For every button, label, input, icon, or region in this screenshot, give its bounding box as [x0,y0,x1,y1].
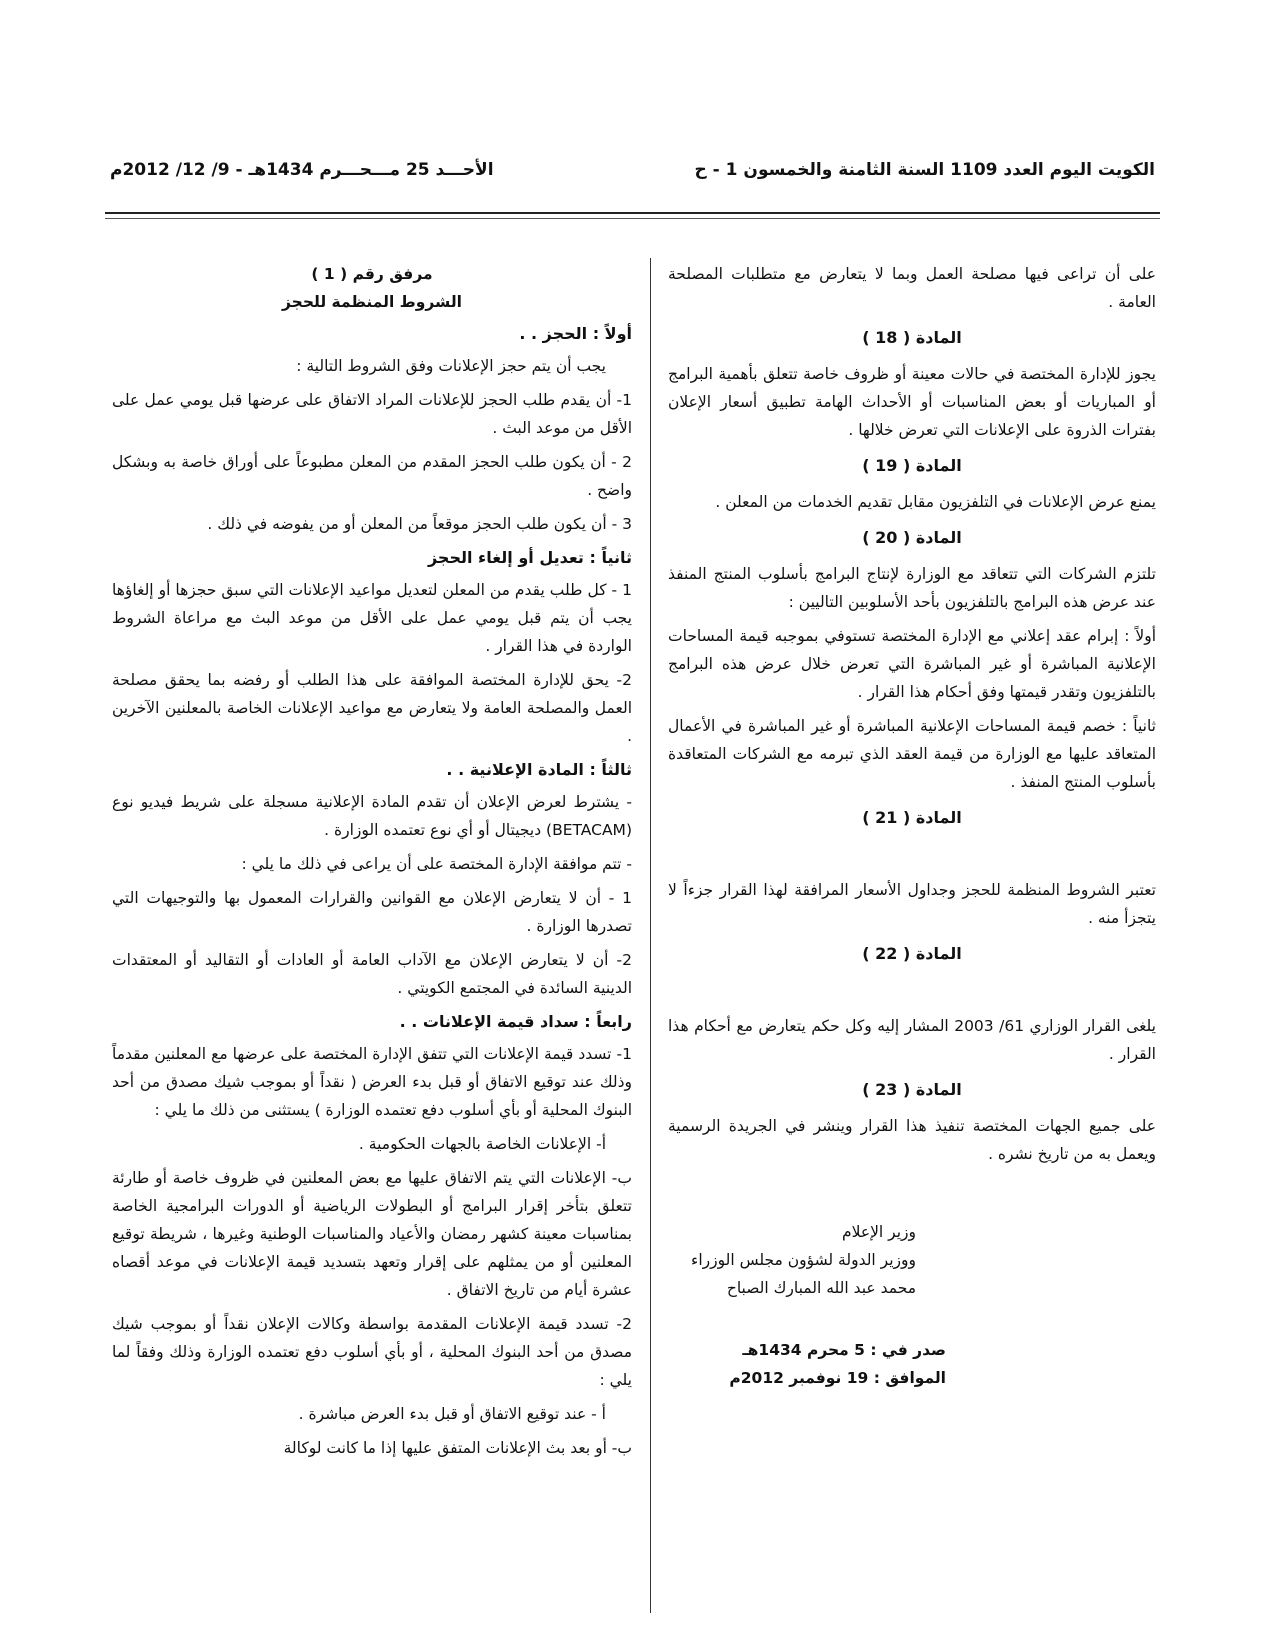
header-rule [105,212,1160,214]
section-3-item-1: 1 - أن لا يتعارض الإعلان مع القوانين والقرارات المعمول بها والتوجيهات التي تصدرها الوزارة . [112,889,632,935]
continuation-paragraph: على أن تراعى فيها مصلحة العمل وبما لا يتعارض مع متطلبات المصلحة العامة . [668,265,1156,311]
section-4-item-2b: ب- أو بعد بث الإعلانات المتفق عليها إذا ما كانت لوكالة [283,1439,632,1457]
article-22-title: المادة ( 22 ) [862,944,962,963]
article-20-title: المادة ( 20 ) [862,528,962,547]
signature-block [668,1218,1156,1302]
article-18-title: المادة ( 18 ) [862,328,962,347]
section-1-item-2: 2 - أن يكون طلب الحجز المقدم من المعلن مطبوعاً على أوراق خاصة به وبشكل واضح . [112,453,632,499]
section-3-title: ثالثاً : المادة الإعلانية . . [446,760,632,779]
issue-date-gregorian: الموافق : 19 نوفمبر 2012م [729,1369,946,1387]
header-date: الأحـــد 25 مـــحـــرم 1434هـ - 9/ 12/ 2012م [110,160,494,180]
right-column [668,260,1156,1392]
article-20-first-option: أولاً : إبرام عقد إعلاني مع الإدارة المختصة تستوفي بموجبه قيمة المساحات الإعلانية المباشرة أو غير المباشرة التي تعرض خلال عرض هذه البرامج بالتلفزيون وتقدر قيمتها وفق أحكام هذا القرار . [668,627,1156,701]
issue-date-hijri: صدر في : 5 محرم 1434هـ [742,1341,946,1359]
section-2-item-2: 2- يحق للإدارة المختصة الموافقة على هذا الطلب أو رفضه بما يحقق مصلحة العمل والمصلحة العامة ولا يتعارض مع مواعيد الإعلانات الخاصة بالمعلنين الآخرين . [112,671,632,745]
section-3-para-1: - يشترط لعرض الإعلان أن تقدم المادة الإعلانية مسجلة على شريط فيديو نوع (BETACAM) ديجيتال أو أي نوع تعتمده الوزارة . [112,793,632,839]
article-20-second-option: ثانياً : خصم قيمة المساحات الإعلانية المباشرة أو غير المباشرة في الأعمال المتعاقد عليها مع الوزارة من قيمة العقد الذي تبرمه مع الشركات المتعاقدة بأسلوب المنتج المنفذ . [668,717,1156,791]
signature-title-1: وزير الإعلام [841,1223,916,1241]
section-4-exception-a: أ- الإعلانات الخاصة بالجهات الحكومية . [358,1135,606,1153]
signature-title-2: ووزير الدولة لشؤون مجلس الوزراء [691,1251,916,1269]
section-1-title: أولاً : الحجز . . [519,324,632,343]
column-divider [650,258,651,1613]
section-3-item-2: 2- أن لا يتعارض الإعلان مع الآداب العامة أو العادات أو التقاليد أو المعتقدات الدينية السائدة في المجتمع الكويتي . [112,951,632,997]
header-rule-thin [105,218,1160,219]
section-4-title: رابعاً : سداد قيمة الإعلانات . . [399,1012,632,1031]
annex-title: مرفق رقم ( 1 ) [311,265,433,283]
issue-date-block [668,1336,1156,1392]
section-1-intro: يجب أن يتم حجز الإعلانات وفق الشروط التالية : [296,357,606,375]
signature-name: محمد عبد الله المبارك الصباح [726,1279,916,1297]
section-1-item-3: 3 - أن يكون طلب الحجز موقعاً من المعلن أو من يفوضه في ذلك . [207,515,632,533]
page-header [110,160,1155,190]
section-4-item-1: 1- تسدد قيمة الإعلانات التي تتفق الإدارة المختصة على عرضها مع المعلنين مقدماً وذلك عند توقيع الاتفاق أو قبل بدء العرض ( نقداً أو بموجب شيك مصدق من أحد البنوك المحلية أو بأي أسلوب دفع تعتمده الوزارة ) يستثنى من ذلك ما يلي : [112,1045,632,1119]
left-column [112,260,632,1468]
section-4-item-2a: أ - عند توقيع الاتفاق أو قبل بدء العرض مباشرة . [298,1405,606,1423]
section-4-item-2: 2- تسدد قيمة الإعلانات المقدمة بواسطة وكالات الإعلان نقداً أو بموجب شيك مصدق من أحد البنوك المحلية ، أو بأي أسلوب دفع تعتمده الوزارة وذلك وفقاً لما يلي : [112,1315,632,1389]
article-21-title: المادة ( 21 ) [862,808,962,827]
article-20-text: تلتزم الشركات التي تتعاقد مع الوزارة لإنتاج البرامج بأسلوب المنتج المنفذ عند عرض هذه البرامج بالتلفزيون بأحد الأسلوبين التاليين : [668,565,1156,611]
section-2-title: ثانياً : تعديل أو إلغاء الحجز [427,548,632,567]
section-3-para-2: - تتم موافقة الإدارة المختصة على أن يراعى في ذلك ما يلي : [241,855,632,873]
article-22-text: يلغى القرار الوزاري 61/ 2003 المشار إليه وكل حكم يتعارض مع أحكام هذا القرار . [668,1017,1156,1063]
article-23-title: المادة ( 23 ) [862,1080,962,1099]
article-18-text: يجوز للإدارة المختصة في حالات معينة أو ظروف خاصة تتعلق بأهمية البرامج أو المباريات أو بعض المناسبات أو الأحداث الهامة تطبيق أسعار الإعلان بفترات الذروة على الإعلانات التي تعرض خلالها . [668,365,1156,439]
section-2-item-1: 1 - كل طلب يقدم من المعلن لتعديل مواعيد الإعلانات التي سبق حجزها أو إلغاؤها يجب أن يتم قبل يومي عمل على الأقل من موعد البث مع مراعاة الشروط الواردة في هذا القرار . [112,581,632,655]
section-1-item-1: 1- أن يقدم طلب الحجز للإعلانات المراد الاتفاق على عرضها قبل يومي عمل على الأقل من موعد البث . [112,391,632,437]
section-4-exception-b: ب- الإعلانات التي يتم الاتفاق عليها مع بعض المعلنين في ظروف خاصة أو طارئة تتعلق بتأخر إقرار البرامج أو البطولات الرياضية أو الدورات البرامجية الخاصة بمناسبات معينة كشهر رمضان والأعياد والمناسبات الوطنية وغيرها ، شريطة توقيع المعلنين أو من يمثلهم على إقرار وتعهد بتسديد قيمة الإعلانات في موعد أقصاه عشرة أيام من تاريخ الاتفاق . [112,1169,632,1299]
article-21-text: تعتبر الشروط المنظمة للحجز وجداول الأسعار المرافقة لهذا القرار جزءاً لا يتجزأ منه . [668,881,1156,927]
article-19-text: يمنع عرض الإعلانات في التلفزيون مقابل تقديم الخدمات من المعلن . [715,493,1156,511]
article-23-text: على جميع الجهات المختصة تنفيذ هذا القرار وينشر في الجريدة الرسمية ويعمل به من تاريخ نشره . [668,1117,1156,1163]
article-19-title: المادة ( 19 ) [862,456,962,475]
annex-subtitle: الشروط المنظمة للحجز [282,293,462,311]
header-publication-info: الكويت اليوم العدد 1109 السنة الثامنة والخمسون 1 - ح [694,160,1155,180]
